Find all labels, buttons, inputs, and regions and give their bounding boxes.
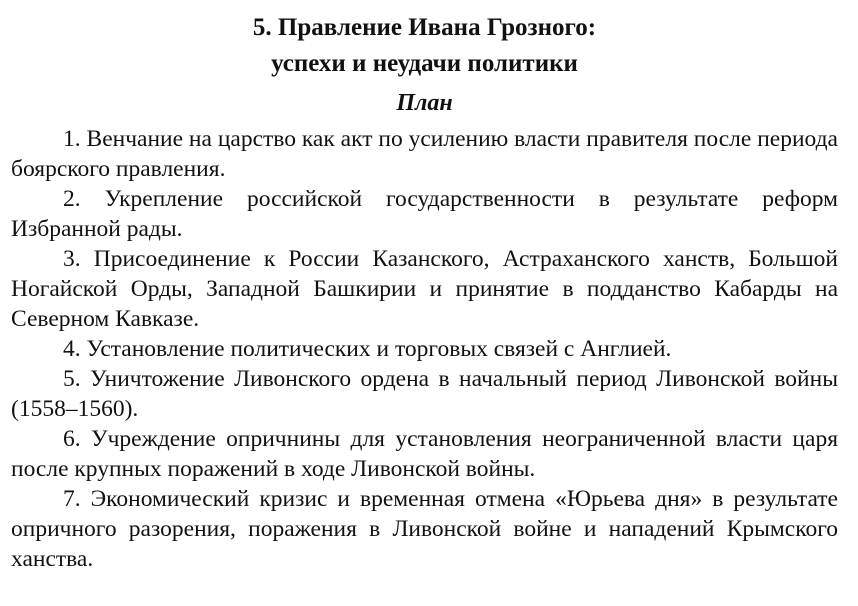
plan-item-2: 2. Укрепление российской государственности в результате реформ Избранной рады. (11, 186, 838, 242)
plan-item-1: 1. Венчание на царство как акт по усилению власти правителя после периода боярского правления. (11, 126, 838, 182)
title-line-2: успехи и неудачи политики (271, 50, 578, 77)
page-title (11, 10, 838, 82)
plan-item-4: 4. Установление политических и торговых связей с Англией. (63, 336, 672, 362)
plan-item-6: 6. Учреждение опричнины для установления неограниченной власти царя после крупных поражений в ходе Ливонской войны. (11, 426, 838, 482)
plan-item-5: 5. Уничтожение Ливонского ордена в начальный период Ливонской войны (1558–1560). (11, 366, 838, 422)
plan-list (11, 124, 838, 574)
plan-item-3: 3. Присоединение к России Казанского, Астраханского ханств, Большой Ногайской Орды, Западной Башкирии и принятие в подданство Кабарды на Северном Кавказе. (11, 246, 838, 332)
title-line-1: 5. Правление Ивана Грозного: (252, 14, 597, 41)
plan-heading: План (396, 90, 453, 116)
plan-item-7: 7. Экономический кризис и временная отмена «Юрьева дня» в результате опричного разорения, поражения в Ливонской войне и нападений Крымского ханства. (11, 486, 838, 572)
